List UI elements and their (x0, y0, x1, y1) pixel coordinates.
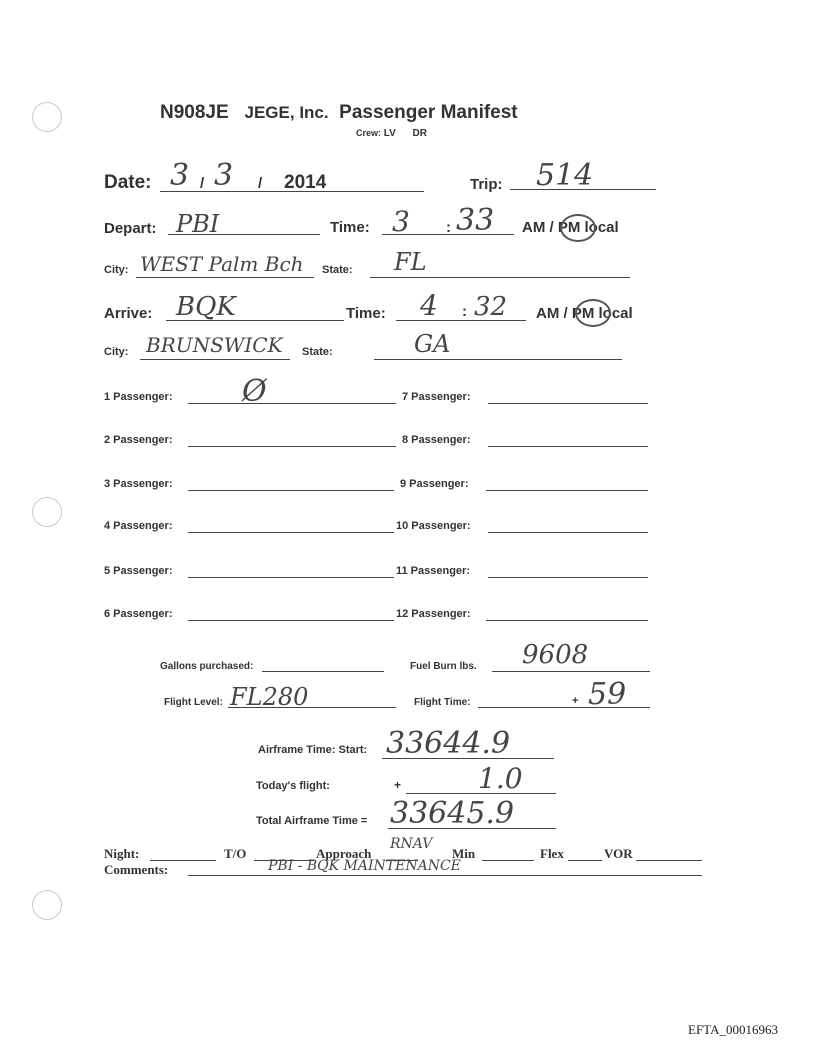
depart-time-label: Time: (330, 219, 370, 236)
flight-level-line (228, 707, 396, 708)
approach-label: Approach (316, 846, 372, 861)
binder-hole-bottom (32, 890, 62, 920)
document-id: EFTA_00016963 (688, 1022, 778, 1037)
company-name: JEGE, Inc. (244, 103, 329, 122)
date-day: 3 (214, 158, 234, 193)
fuel-burn-value: 9608 (522, 640, 589, 670)
today-flight-line (406, 793, 556, 794)
depart-label: Depart: (104, 220, 157, 237)
vor-line (636, 860, 702, 861)
passenger-label-3: 3 Passenger: (104, 478, 173, 490)
flight-level-value: FL280 (230, 683, 309, 711)
airframe-start-label: Airframe Time: Start: (258, 744, 368, 756)
gallons-label: Gallons purchased: (160, 661, 254, 672)
night-label: Night: (104, 846, 140, 861)
arrive-pm-circle (575, 299, 611, 327)
to-label: T/O (224, 846, 247, 861)
gallons-line (262, 671, 384, 672)
comments-line (188, 875, 702, 876)
arrive-state: GA (414, 330, 451, 358)
form-title (160, 102, 518, 124)
arrive-time-label: Time: (346, 305, 386, 322)
flight-time-value: 59 (588, 677, 627, 712)
flex-label: Flex (540, 846, 564, 861)
approach-value: RNAV (390, 836, 433, 852)
passenger-label-7: 7 Passenger: (402, 391, 471, 403)
arrive-label: Arrive: (104, 305, 153, 322)
passenger-line-7 (488, 403, 648, 404)
depart-state: FL (394, 248, 427, 276)
passenger-line-2 (188, 446, 396, 447)
passenger-label-9: 9 Passenger: (400, 478, 469, 490)
passenger-line-8 (488, 446, 648, 447)
passenger-label-2: 2 Passenger: (104, 434, 173, 446)
passenger-line-4 (188, 532, 394, 533)
arrive-state-label: State: (302, 346, 333, 358)
passenger-line-11 (488, 577, 648, 578)
passenger-label-6: 6 Passenger: (104, 608, 173, 620)
arrive-time-line (396, 320, 526, 321)
crew-label: Crew: (356, 128, 382, 138)
passenger-label-11: 11 Passenger: (396, 565, 470, 577)
arrive-minute: 32 (474, 292, 508, 322)
today-flight-value: 1.0 (478, 762, 523, 795)
fuel-burn-line (492, 671, 650, 672)
passenger-line-5 (188, 577, 394, 578)
min-line (482, 860, 534, 861)
passenger-label-4: 4 Passenger: (104, 520, 173, 532)
depart-minute: 33 (456, 203, 495, 238)
flight-time-label: Flight Time: (414, 697, 471, 708)
flight-time-plus: + (572, 695, 579, 707)
depart-colon: : (446, 219, 451, 236)
today-flight-plus: + (394, 778, 402, 792)
date-label: Date: (104, 172, 152, 193)
min-label: Min (452, 846, 476, 861)
arrive-state-line (374, 359, 622, 360)
comments-value: PBI - BQK MAINTENANCE (268, 858, 461, 874)
arrive-city-line (140, 359, 290, 360)
airframe-start-line (382, 758, 554, 759)
arrive-city: BRUNSWICK (146, 333, 283, 357)
date-sep-1: / (200, 175, 205, 192)
depart-state-line (370, 277, 630, 278)
crew-member-2: DR (412, 128, 427, 139)
trip-value: 514 (536, 158, 594, 193)
depart-time-line (382, 234, 514, 235)
binder-hole-top (32, 102, 62, 132)
depart-state-label: State: (322, 264, 353, 276)
flight-level-label: Flight Level: (164, 697, 223, 708)
total-airframe-line (388, 828, 556, 829)
arrive-line (166, 320, 344, 321)
passenger-line-3 (188, 490, 394, 491)
passenger-line-6 (188, 620, 394, 621)
passenger-label-12: 12 Passenger: (396, 608, 471, 620)
passenger-label-8: 8 Passenger: (402, 434, 471, 446)
depart-city: WEST Palm Bch (140, 252, 304, 276)
tail-number: N908JE (160, 102, 229, 123)
passenger-line-10 (488, 532, 648, 533)
date-month: 3 (170, 158, 190, 193)
depart-line (168, 234, 320, 235)
arrive-hour: 4 (420, 289, 438, 322)
passenger-label-5: 5 Passenger: (104, 565, 173, 577)
arrive-ampm: AM / PM local (536, 305, 633, 322)
arrive-colon: : (462, 303, 467, 320)
date-year: 2014 (284, 172, 327, 193)
date-line (160, 191, 424, 192)
trip-label: Trip: (470, 176, 503, 193)
vor-label: VOR (604, 846, 633, 861)
total-airframe-value: 33645.9 (390, 796, 515, 831)
crew-row (356, 128, 427, 139)
passenger-line-12 (486, 620, 648, 621)
passenger-label-1: 1 Passenger: (104, 391, 173, 403)
passenger-line-1 (188, 403, 396, 404)
crew-member-1: LV (383, 128, 396, 139)
depart-airport: PBI (176, 210, 220, 238)
date-sep-2: / (258, 175, 263, 192)
manifest-title: Passenger Manifest (339, 102, 518, 123)
total-airframe-label: Total Airframe Time = (256, 815, 368, 827)
depart-pm-circle (560, 214, 596, 242)
passenger-label-10: 10 Passenger: (396, 520, 471, 532)
passenger-1-mark: Ø (242, 374, 267, 409)
depart-ampm: AM / PM local (522, 219, 619, 236)
passenger-line-9 (486, 490, 648, 491)
comments-label: Comments: (104, 862, 169, 877)
flex-line (568, 860, 602, 861)
arrive-airport: BQK (176, 292, 236, 322)
fuel-burn-label: Fuel Burn lbs. (410, 661, 477, 672)
depart-city-label: City: (104, 264, 129, 276)
airframe-start-value: 33644.9 (386, 726, 511, 761)
night-line (150, 860, 216, 861)
today-flight-label: Today's flight: (256, 780, 330, 792)
trip-line (510, 189, 656, 190)
depart-hour: 3 (392, 205, 410, 238)
depart-city-line (136, 277, 314, 278)
arrive-city-label: City: (104, 346, 129, 358)
binder-hole-middle (32, 497, 62, 527)
